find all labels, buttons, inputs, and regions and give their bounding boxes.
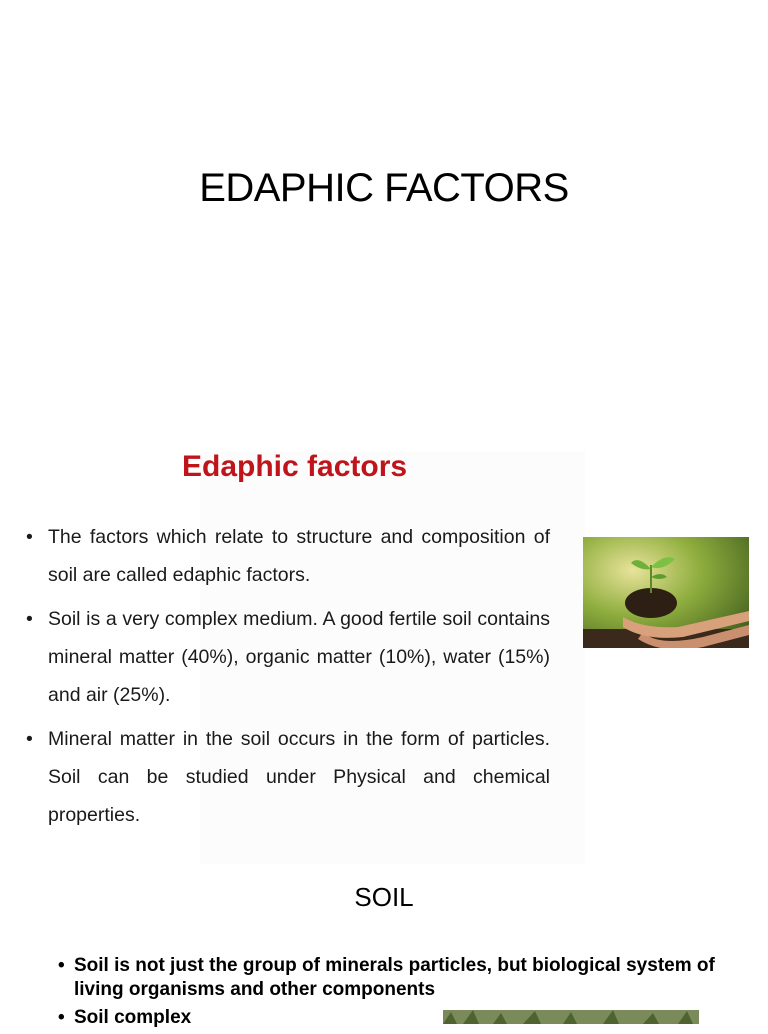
bullet-list <box>26 518 550 840</box>
section-heading: Edaphic factors <box>182 450 408 483</box>
bullet-item: • Soil complex <box>58 1006 718 1030</box>
slide-title: EDAPHIC FACTORS <box>199 166 569 210</box>
bullet-item: • The factors which relate to structure and composition of soil are called edaphic factors. <box>26 518 550 594</box>
bullet-item: • Soil is a very complex medium. A good fertile soil contains mineral matter (40%), organic matter (10%), water (15%) and air (25%). <box>26 600 550 714</box>
seedling-image-icon <box>583 537 749 648</box>
grass-image-icon <box>443 1010 699 1024</box>
grass-photo <box>443 1010 699 1024</box>
seedling-photo <box>583 537 749 648</box>
bullet-item: • Mineral matter in the soil occurs in the form of particles. Soil can be studied under Physical and chemical properties. <box>26 720 550 834</box>
slide-title: SOIL <box>354 882 414 912</box>
bullet-item: • Soil is not just the group of minerals particles, but biological system of living organisms and other components <box>58 954 718 1002</box>
